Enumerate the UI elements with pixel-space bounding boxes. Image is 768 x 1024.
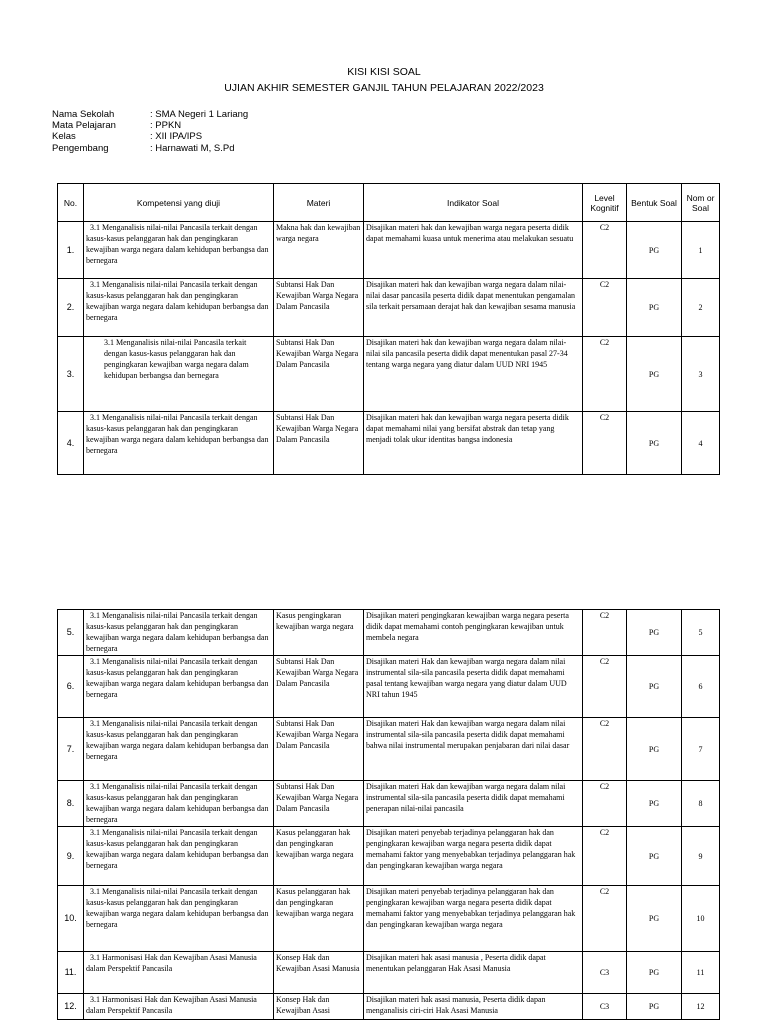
header-no: No.: [58, 184, 84, 222]
cell-nomor: 4: [682, 412, 720, 475]
table-row: [58, 886, 720, 952]
header-materi: Materi: [274, 184, 364, 222]
cell-materi: Subtansi Hak Dan Kewajiban Warga Negara Dalam Pancasila: [274, 781, 364, 827]
cell-bentuk: PG: [627, 994, 682, 1020]
cell-indikator: Disajikan materi Hak dan kewajiban warga negara dalam nilai instrumental sila-sila pancasila peserta didik dapat memahami pasal tentang kewajiban warga negara yang diatur dalam UUD NRI tahun 1945: [364, 656, 583, 718]
cell-level: C2: [583, 610, 627, 656]
cell-materi: Makna hak dan kewajiban warga negara: [274, 222, 364, 279]
cell-level: C2: [583, 412, 627, 475]
cell-indikator: Disajikan materi hak dan kewajiban warga negara dalam nilai-nilai dasar pancasila peserta didik dapat menentukan pengamalan sila terkait persamaan derajat hak dan kewajiban sesama manusia: [364, 279, 583, 337]
cell-indikator: Disajikan materi pengingkaran kewajiban warga negara peserta didik dapat memahami contoh pengingkaran kewajiban untuk membela negara: [364, 610, 583, 656]
cell-level: C2: [583, 656, 627, 718]
cell-nomor: 5: [682, 610, 720, 656]
info-row-school: [52, 109, 248, 120]
table-row: [58, 827, 720, 886]
cell-kompetensi: 3.1 Menganalisis nilai-nilai Pancasila terkait dengan kasus-kasus pelanggaran hak dan pengingkaran kewajiban warga negara dalam kehidupan berbangsa dan bernegara: [84, 337, 274, 412]
header-indikator: Indikator Soal: [364, 184, 583, 222]
cell-no: 5.: [58, 610, 84, 656]
info-row-developer: [52, 143, 248, 154]
cell-indikator: Disajikan materi Hak dan kewajiban warga negara dalam nilai instrumental sila-sila pancasila peserta didik dapat memahami bahwa nilai instrumental merupakan penjabaran dari nilai dasar: [364, 718, 583, 781]
cell-bentuk: PG: [627, 279, 682, 337]
info-value: : XII IPA/IPS: [150, 131, 203, 143]
cell-level: C2: [583, 886, 627, 952]
header-nomor: Nom or Soal: [682, 184, 720, 222]
cell-indikator: Disajikan materi hak dan kewajiban warga negara peserta didik dapat memahami nilai yang bersifat abstrak dan tetap yang menjadi tolak ukur identitas bangsa indonesia: [364, 412, 583, 475]
cell-bentuk: PG: [627, 337, 682, 412]
cell-bentuk: PG: [627, 952, 682, 994]
cell-no: 4.: [58, 412, 84, 475]
cell-materi: Konsep Hak dan Kewajiban Asasi Manusia: [274, 952, 364, 994]
cell-nomor: 7: [682, 718, 720, 781]
cell-bentuk: PG: [627, 718, 682, 781]
info-label: Mata Pelajaran: [52, 120, 116, 132]
table-row: [58, 610, 720, 656]
cell-materi: Kasus pelanggaran hak dan pengingkaran kewajiban warga negara: [274, 827, 364, 886]
cell-kompetensi: 3.1 Harmonisasi Hak dan Kewajiban Asasi Manusia dalam Perspektif Pancasila: [84, 952, 274, 994]
cell-materi: Subtansi Hak Dan Kewajiban Warga Negara Dalam Pancasila: [274, 412, 364, 475]
cell-bentuk: PG: [627, 610, 682, 656]
cell-level: C2: [583, 337, 627, 412]
table-row: [58, 279, 720, 337]
header-level: Level Kognitif: [583, 184, 627, 222]
cell-kompetensi: 3.1 Menganalisis nilai-nilai Pancasila terkait dengan kasus-kasus pelanggaran hak dan pengingkaran kewajiban warga negara dalam kehidupan berbangsa dan bernegara: [84, 279, 274, 337]
cell-level: C3: [583, 952, 627, 994]
cell-no: 12.: [58, 994, 84, 1020]
cell-materi: Subtansi Hak Dan Kewajiban Warga Negara Dalam Pancasila: [274, 337, 364, 412]
info-row-class: [52, 131, 248, 142]
cell-kompetensi: 3.1 Menganalisis nilai-nilai Pancasila terkait dengan kasus-kasus pelanggaran hak dan pengingkaran kewajiban warga negara dalam kehidupan berbangsa dan bernegara: [84, 718, 274, 781]
table-row: [58, 656, 720, 718]
cell-nomor: 1: [682, 222, 720, 279]
cell-nomor: 11: [682, 952, 720, 994]
cell-no: 1.: [58, 222, 84, 279]
cell-level: C2: [583, 827, 627, 886]
info-value: : SMA Negeri 1 Lariang: [150, 109, 249, 120]
header-bentuk: Bentuk Soal: [627, 184, 682, 222]
table-row: [58, 412, 720, 475]
header-kompetensi: Kompetensi yang diuji: [84, 184, 274, 222]
info-label: Kelas: [52, 131, 76, 143]
table-header-row: [58, 184, 720, 222]
cell-nomor: 12: [682, 994, 720, 1020]
cell-bentuk: PG: [627, 781, 682, 827]
cell-kompetensi: 3.1 Menganalisis nilai-nilai Pancasila terkait dengan kasus-kasus pelanggaran hak dan pengingkaran kewajiban warga negara dalam kehidupan berbangsa dan bernegara: [84, 222, 274, 279]
table-row: [58, 718, 720, 781]
cell-level: C3: [583, 994, 627, 1020]
table-row: [58, 337, 720, 412]
cell-kompetensi: 3.1 Menganalisis nilai-nilai Pancasila terkait dengan kasus-kasus pelanggaran hak dan pengingkaran kewajiban warga negara dalam kehidupan berbangsa dan bernegara: [84, 412, 274, 475]
cell-no: 8.: [58, 781, 84, 827]
cell-materi: Subtansi Hak Dan Kewajiban Warga Negara Dalam Pancasila: [274, 656, 364, 718]
cell-materi: Subtansi Hak Dan Kewajiban Warga Negara Dalam Pancasila: [274, 718, 364, 781]
cell-level: C2: [583, 781, 627, 827]
cell-indikator: Disajikan materi hak dan kewajiban warga negara dalam nilai-nilai sila pancasila peserta didik dapat menentukan pasal 27-34 tentang warga negara yang diatur dalam UUD NRI 1945: [364, 337, 583, 412]
cell-nomor: 9: [682, 827, 720, 886]
cell-nomor: 8: [682, 781, 720, 827]
table-row: [58, 222, 720, 279]
kisi-table-part-1: [57, 183, 720, 475]
cell-bentuk: PG: [627, 222, 682, 279]
cell-indikator: Disajikan materi hak asasi manusia, Peserta didik dapan menganalisis ciri-ciri Hak Asasi Manusia: [364, 994, 583, 1020]
cell-no: 9.: [58, 827, 84, 886]
info-value: : Harnawati M, S.Pd: [150, 142, 235, 154]
cell-level: C2: [583, 718, 627, 781]
cell-indikator: Disajikan materi penyebab terjadinya pelanggaran hak dan pengingkaran kewajiban warga negara peserta didik dapat memahami faktor yang menyebabkan terjadinya pelanggaran hak dan pengingkaran kewajiban warga negara: [364, 827, 583, 886]
cell-nomor: 2: [682, 279, 720, 337]
info-label: Pengembang: [52, 142, 109, 154]
cell-bentuk: PG: [627, 827, 682, 886]
info-row-subject: [52, 120, 248, 131]
table-row: [58, 994, 720, 1020]
table-row: [58, 952, 720, 994]
cell-indikator: Disajikan materi Hak dan kewajiban warga negara dalam nilai instrumental sila-sila pancasila peserta didik dapat memahami penerapan nilai-nilai pancasila: [364, 781, 583, 827]
cell-nomor: 3: [682, 337, 720, 412]
cell-bentuk: PG: [627, 656, 682, 718]
cell-indikator: Disajikan materi hak dan kewajiban warga negara peserta didik dapat memahami kuasa untuk menerima atau melakukan sesuatu: [364, 222, 583, 279]
table-row: [58, 781, 720, 827]
document-title-line2: UJIAN AKHIR SEMESTER GANJIL TAHUN PELAJARAN 2022/2023: [224, 82, 544, 94]
cell-no: 6.: [58, 656, 84, 718]
cell-kompetensi: 3.1 Menganalisis nilai-nilai Pancasila terkait dengan kasus-kasus pelanggaran hak dan pengingkaran kewajiban warga negara dalam kehidupan berbangsa dan bernegara: [84, 886, 274, 952]
cell-kompetensi: 3.1 Menganalisis nilai-nilai Pancasila terkait dengan kasus-kasus pelanggaran hak dan pengingkaran kewajiban warga negara dalam kehidupan berbangsa dan bernegara: [84, 781, 274, 827]
cell-materi: Kasus pelanggaran hak dan pengingkaran kewajiban warga negara: [274, 886, 364, 952]
cell-kompetensi: 3.1 Menganalisis nilai-nilai Pancasila terkait dengan kasus-kasus pelanggaran hak dan pengingkaran kewajiban warga negara dalam kehidupan berbangsa dan bernegara: [84, 827, 274, 886]
cell-kompetensi: 3.1 Menganalisis nilai-nilai Pancasila terkait dengan kasus-kasus pelanggaran hak dan pengingkaran kewajiban warga negara dalam kehidupan berbangsa dan bernegara: [84, 610, 274, 656]
cell-materi: Konsep Hak dan Kewajiban Asasi: [274, 994, 364, 1020]
cell-indikator: Disajikan materi penyebab terjadinya pelanggaran hak dan pengingkaran kewajiban warga negara peserta didik dapat memahami faktor yang menyebabkan terjadinya pelanggaran hak dan pengingkaran kewajiban warga negara: [364, 886, 583, 952]
cell-bentuk: PG: [627, 886, 682, 952]
cell-level: C2: [583, 222, 627, 279]
info-label: Nama Sekolah: [52, 109, 115, 120]
cell-no: 11.: [58, 952, 84, 994]
cell-materi: Subtansi Hak Dan Kewajiban Warga Negara Dalam Pancasila: [274, 279, 364, 337]
cell-materi: Kasus pengingkaran kewajiban warga negara: [274, 610, 364, 656]
kisi-table-part-2: [57, 609, 720, 1020]
cell-kompetensi: 3.1 Menganalisis nilai-nilai Pancasila terkait dengan kasus-kasus pelanggaran hak dan pengingkaran kewajiban warga negara dalam kehidupan berbangsa dan bernegara: [84, 656, 274, 718]
cell-bentuk: PG: [627, 412, 682, 475]
cell-no: 10.: [58, 886, 84, 952]
document-title-line1: KISI KISI SOAL: [347, 66, 421, 78]
cell-level: C2: [583, 279, 627, 337]
cell-no: 3.: [58, 337, 84, 412]
document-info: [52, 109, 248, 154]
cell-nomor: 10: [682, 886, 720, 952]
cell-indikator: Disajikan materi hak asasi manusia , Peserta didik dapat menentukan pelanggaran Hak Asasi Manusia: [364, 952, 583, 994]
cell-nomor: 6: [682, 656, 720, 718]
cell-kompetensi: 3.1 Harmonisasi Hak dan Kewajiban Asasi Manusia dalam Perspektif Pancasila: [84, 994, 274, 1020]
cell-no: 2.: [58, 279, 84, 337]
info-value: : PPKN: [150, 120, 182, 132]
cell-no: 7.: [58, 718, 84, 781]
